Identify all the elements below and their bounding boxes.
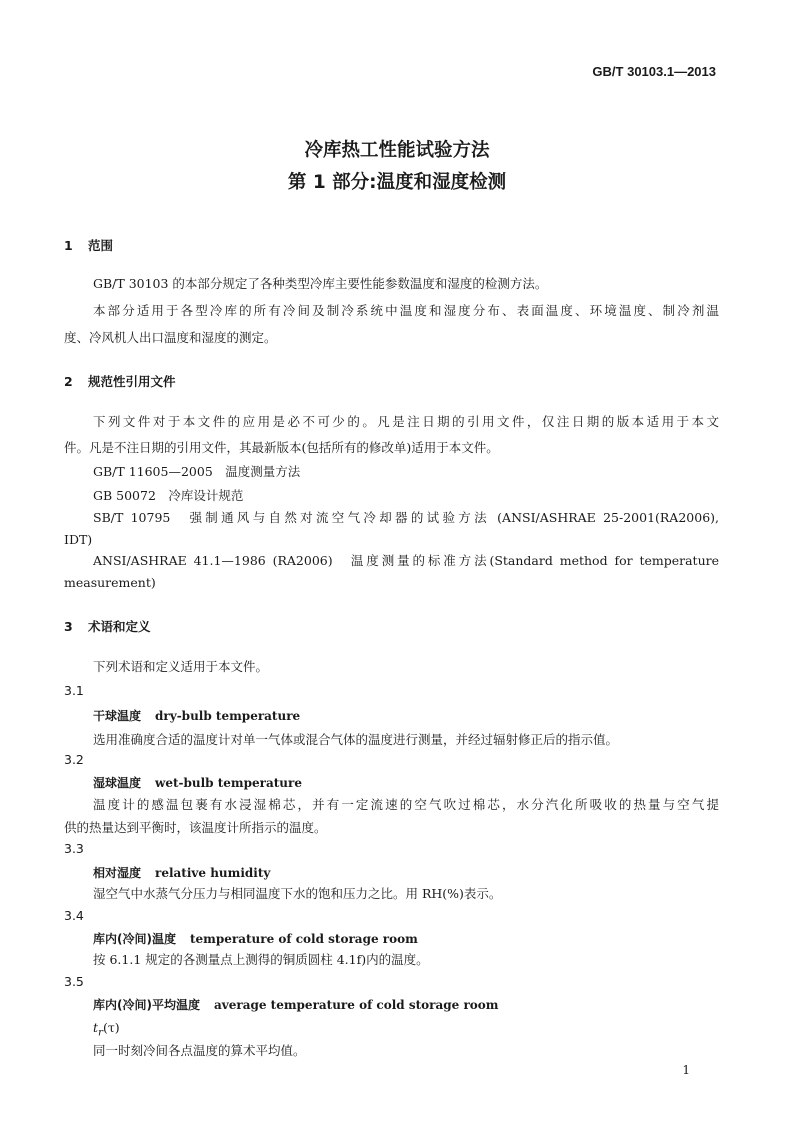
symbol-argument: (τ) <box>103 1020 120 1035</box>
term-en: wet-bulb temperature <box>155 776 302 790</box>
clause-number: 3.5 <box>64 974 84 989</box>
term-zh: 库内(冷间)平均温度 <box>93 998 200 1012</box>
term-en: average temperature of cold storage room <box>213 998 499 1012</box>
section-title: 术语和定义 <box>88 619 151 634</box>
standard-code: GB/T 30103.1—2013 <box>592 64 716 79</box>
term-entry <box>93 707 300 724</box>
document-subtitle: 第 1 部分:温度和湿度检测 <box>287 172 507 193</box>
term-definition: 温度计的感温包裹有水浸湿棉芯，并有一定流速的空气吹过棉芯，水分汽化所吸收的热量与空气提 <box>93 797 719 812</box>
term-definition-continuation: 供的热量达到平衡时，该温度计所指示的温度。 <box>64 820 327 835</box>
symbol-base: t <box>93 1020 99 1035</box>
section-number: 2 <box>64 374 73 389</box>
document-title: 冷库热工性能试验方法 <box>304 140 490 161</box>
term-entry <box>93 864 270 881</box>
term-entry <box>93 774 302 791</box>
reference-item: GB 50072 冷库设计规范 <box>93 488 244 503</box>
term-entry <box>93 996 498 1013</box>
term-definition: 选用准确度合适的温度计对单一气体或混合气体的温度进行测量，并经过辐射修正后的指示值。 <box>93 732 619 747</box>
paragraph: 下列文件对于本文件的应用是必不可少的。凡是注日期的引用文件，仅注日期的版本适用于本文 <box>93 414 719 429</box>
paragraph: GB/T 30103 的本部分规定了各种类型冷库主要性能参数温度和湿度的检测方法。 <box>93 276 548 291</box>
reference-item: SB/T 10795 强制通风与自然对流空气冷却器的试验方法 (ANSI/ASHRAE 25-2001(RA2006), <box>93 510 719 525</box>
symbol-subscript: r <box>98 1026 104 1039</box>
section-title: 范围 <box>88 238 114 253</box>
paragraph: 下列术语和定义适用于本文件。 <box>93 659 269 674</box>
term-zh: 库内(冷间)温度 <box>93 932 176 946</box>
clause-number: 3.1 <box>64 683 84 698</box>
section-heading-terms-definitions <box>64 617 151 635</box>
term-symbol <box>93 1020 120 1041</box>
term-entry <box>93 930 418 947</box>
section-title: 规范性引用文件 <box>88 374 176 389</box>
section-heading-scope <box>64 236 113 254</box>
term-zh: 湿球温度 <box>93 776 142 790</box>
term-definition: 湿空气中水蒸气分压力与相同温度下水的饱和压力之比。用 RH(%)表示。 <box>93 886 502 901</box>
clause-number: 3.2 <box>64 752 84 767</box>
paragraph-continuation: 件。凡是不注日期的引用文件，其最新版本(包括所有的修改单)适用于本文件。 <box>64 440 499 455</box>
clause-number: 3.3 <box>64 841 84 856</box>
term-en: temperature of cold storage room <box>189 932 418 946</box>
clause-number: 3.4 <box>64 908 84 923</box>
reference-item-continuation: measurement) <box>64 575 156 590</box>
paragraph: 本部分适用于各型冷库的所有冷间及制冷系统中温度和湿度分布、表面温度、环境温度、制冷剂温 <box>93 303 719 318</box>
term-definition: 同一时刻冷间各点温度的算术平均值。 <box>93 1043 306 1058</box>
reference-item: GB/T 11605—2005 温度测量方法 <box>93 464 301 479</box>
term-zh: 干球温度 <box>93 709 142 723</box>
section-heading-normative-references <box>64 372 176 390</box>
page-number: 1 <box>682 1063 690 1077</box>
term-definition: 按 6.1.1 规定的各测量点上测得的铜质圆柱 4.1f)内的温度。 <box>93 952 429 967</box>
term-zh: 相对湿度 <box>93 866 142 880</box>
term-en: dry-bulb temperature <box>155 709 301 723</box>
section-number: 1 <box>64 238 73 253</box>
reference-item-continuation: IDT) <box>64 532 93 547</box>
reference-item: ANSI/ASHRAE 41.1—1986 (RA2006) 温度测量的标准方法(Standard method for temperature <box>93 553 719 568</box>
term-en: relative humidity <box>155 866 271 880</box>
section-number: 3 <box>64 619 73 634</box>
paragraph-continuation: 度、冷风机人出口温度和湿度的测定。 <box>64 330 277 345</box>
